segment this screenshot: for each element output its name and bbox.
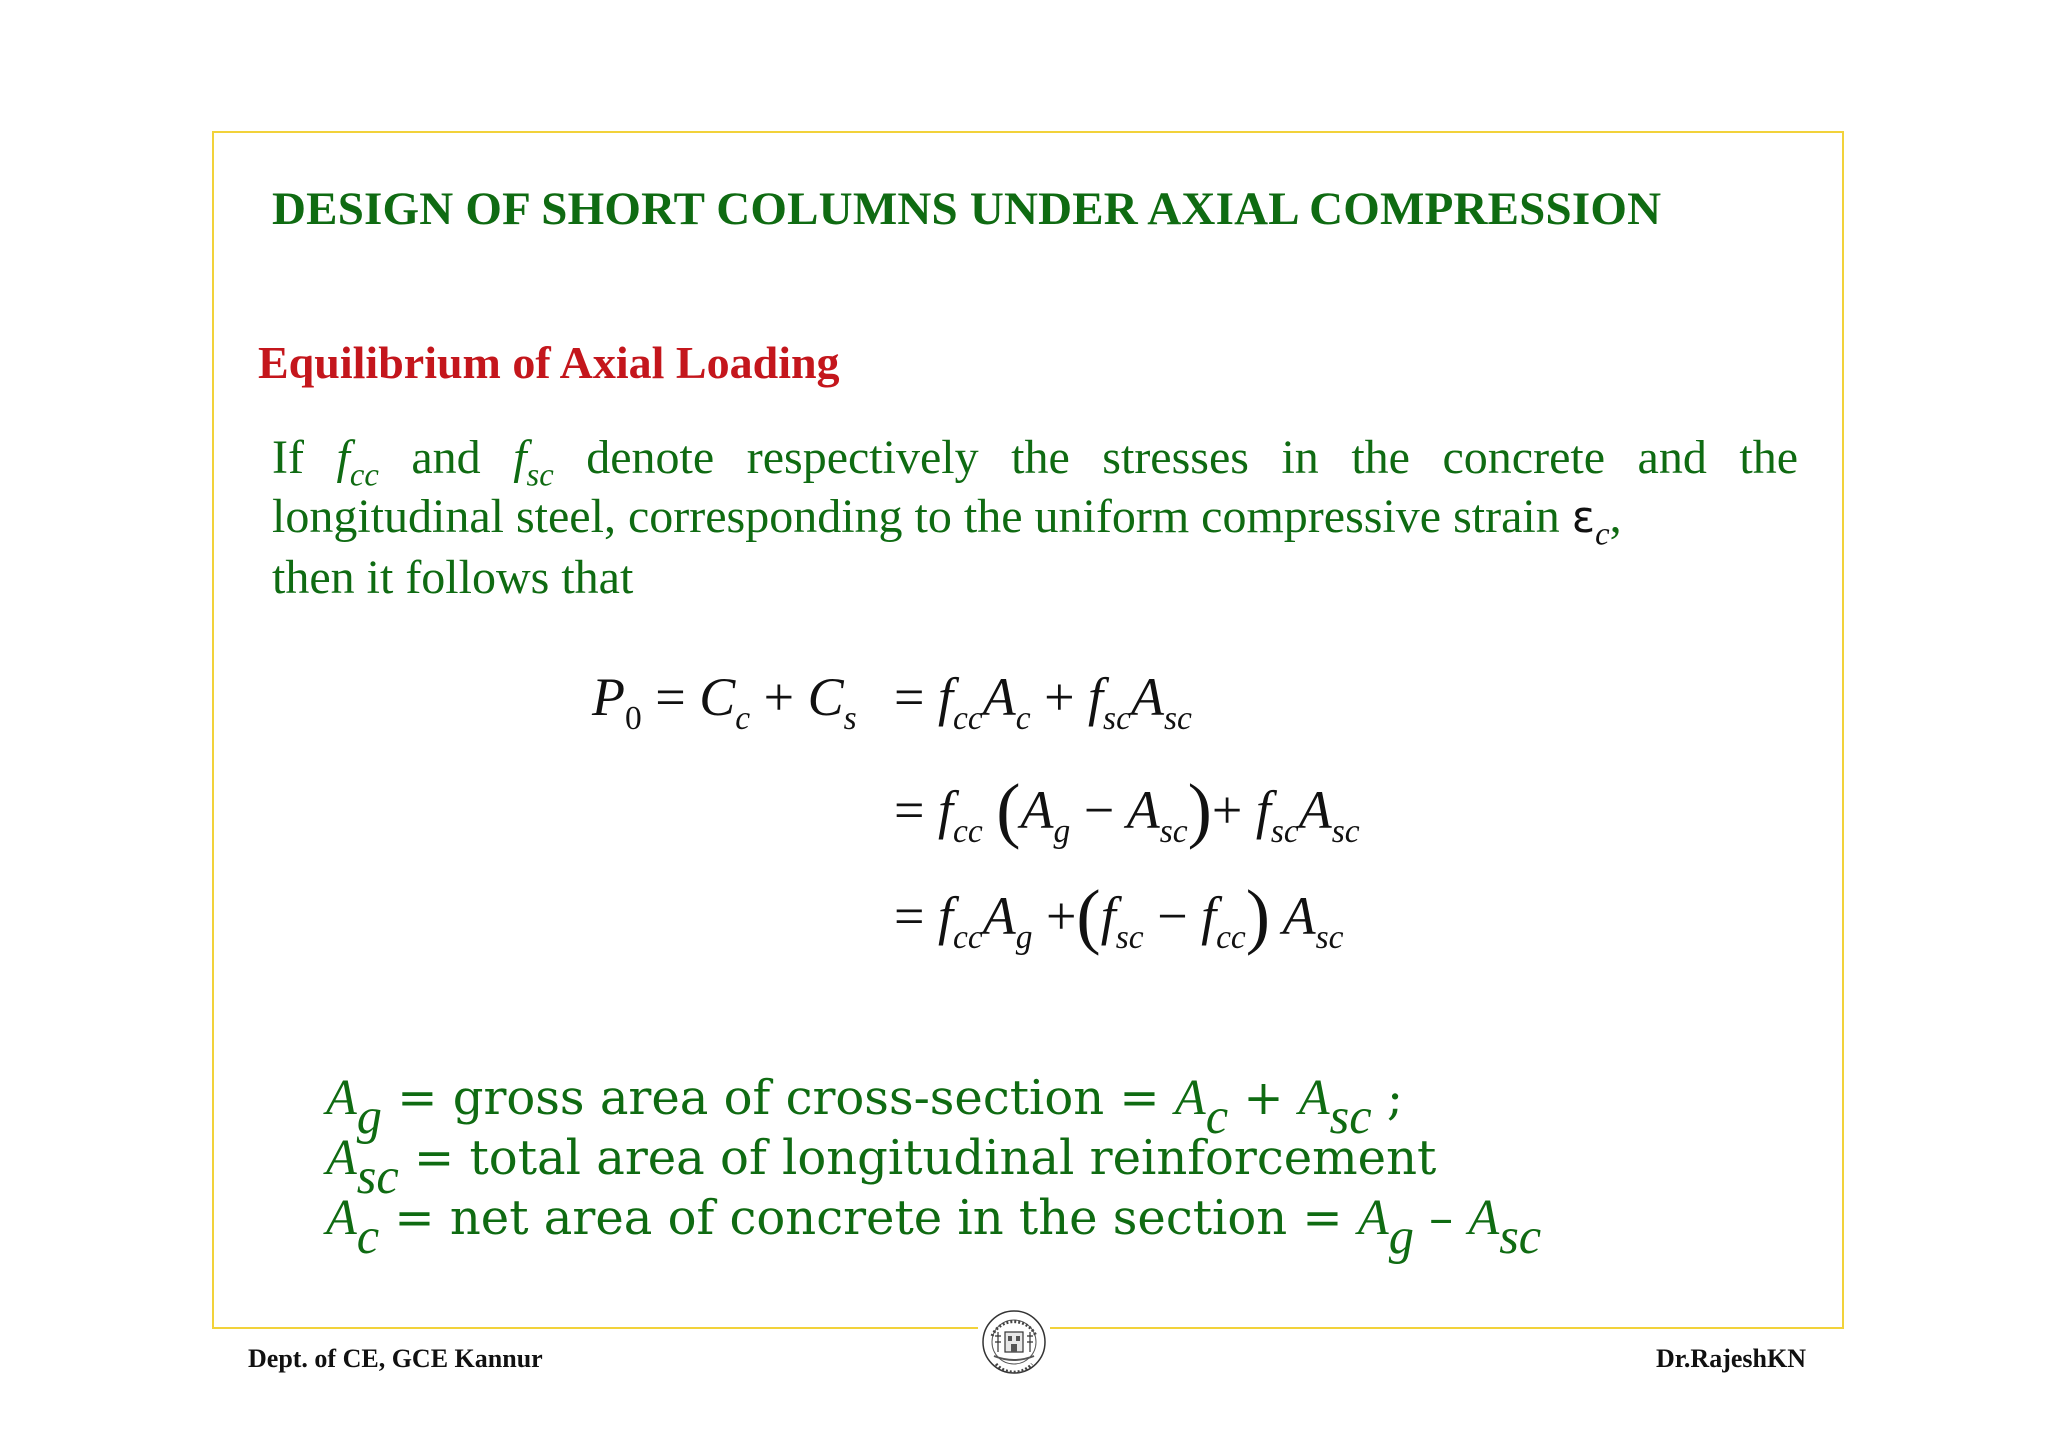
slide-title: DESIGN OF SHORT COLUMNS UNDER AXIAL COMPRESSION xyxy=(272,183,1662,235)
equation-lhs: $P_0 = C_c + C_s$ xyxy=(592,667,857,738)
paragraph-line-2: longitudinal steel, corresponding to the uniform compressive strain $\varepsilon_c$, xyxy=(272,490,1622,553)
equation-line-1: = $f_{cc}A_c + f_{sc}A_{sc}$ xyxy=(894,667,1192,738)
definition-concrete-area: $A_c$ = net area of concrete in the section = $A_g - A_{sc}$ xyxy=(326,1189,1542,1265)
paragraph-line-1: If $f_{cc}$ and $f_{sc}$ denote respectively the stresses in the concrete and the xyxy=(272,431,1799,494)
college-seal-icon-graphic xyxy=(978,1306,1050,1382)
equation-line-2: = $f_{cc}$ $(A_g - A_{sc})+ f_{sc}A_{sc}$ xyxy=(894,769,1360,851)
equation-line-3: = $f_{cc}A_g +(f_{sc} - f_{cc})$ $A_{sc}$ xyxy=(894,875,1344,957)
definitions-block xyxy=(326,1068,1542,1265)
paragraph-line-3: then it follows that xyxy=(272,551,634,604)
section-heading: Equilibrium of Axial Loading xyxy=(258,337,840,388)
intro-paragraph xyxy=(272,428,1798,607)
definition-gross-area: $A_g$ = gross area of cross-section = $A_c + A_{sc}$ ; xyxy=(326,1069,1403,1145)
definition-steel-area: $A_{sc}$ = total area of longitudinal reinforcement xyxy=(326,1129,1437,1205)
footer-department: Dept. of CE, GCE Kannur xyxy=(248,1344,543,1373)
college-seal-icon xyxy=(978,1306,1050,1382)
footer-author: Dr.RajeshKN xyxy=(1656,1344,1806,1373)
